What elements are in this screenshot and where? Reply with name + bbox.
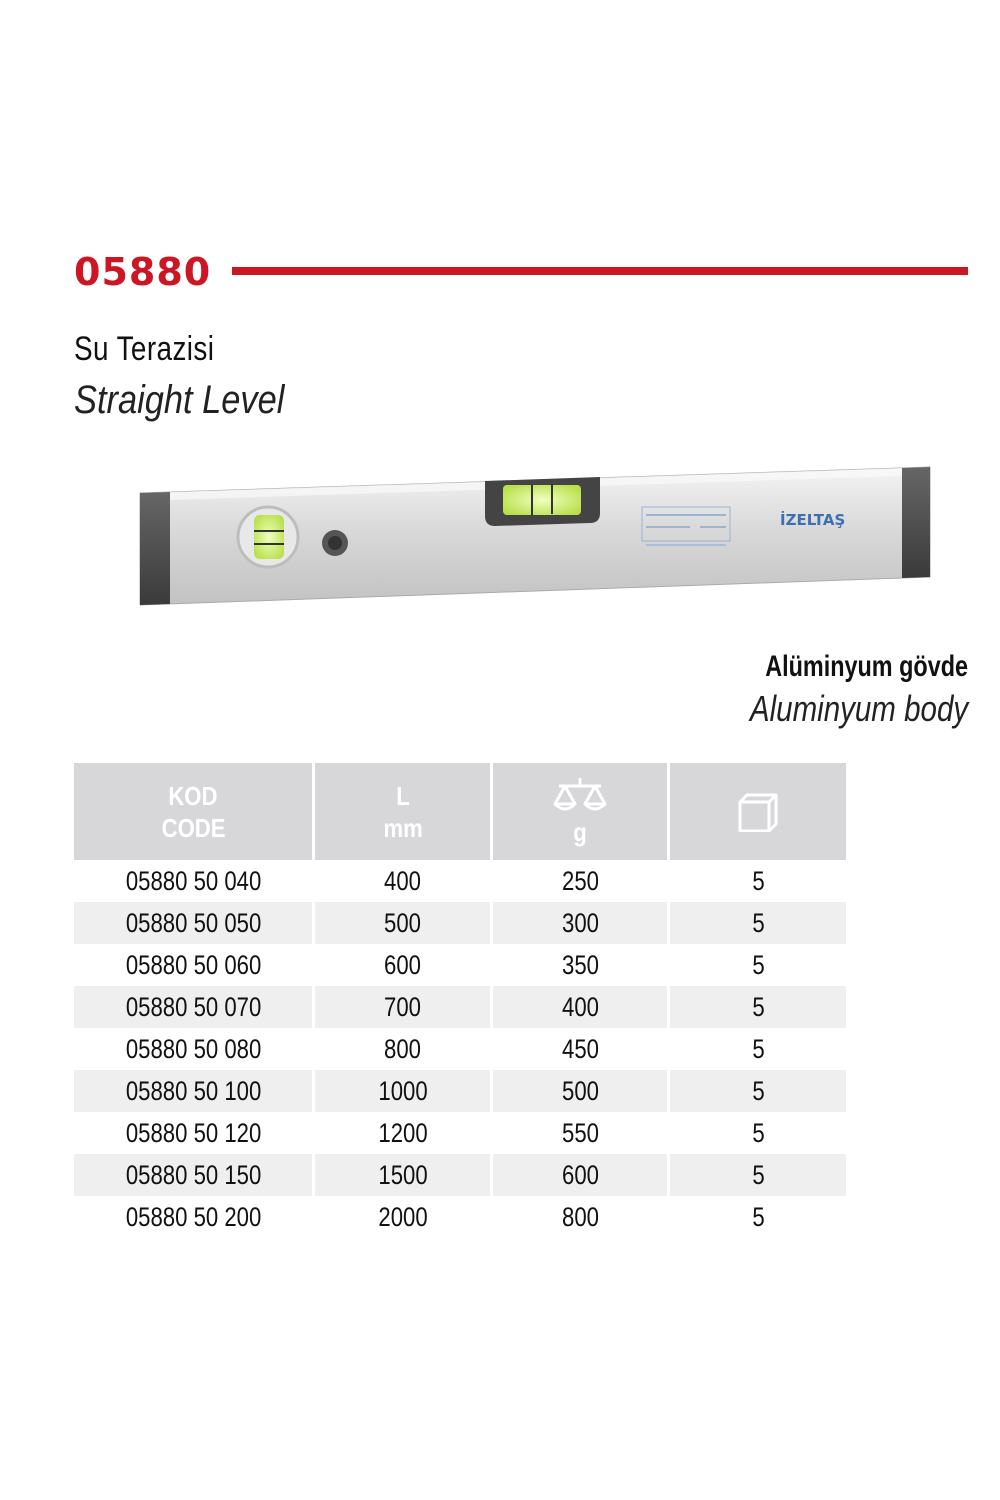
cell-weight: 350 [561,949,599,980]
table-row [74,1028,846,1070]
header-code-tr: KOD [168,780,218,811]
header-code [74,763,312,860]
product-title-en: Straight Level [74,378,285,422]
feature-tr: Alüminyum gövde [765,650,968,683]
cell-pack: 5 [752,949,765,980]
cell-weight: 400 [493,986,668,1028]
cell-code: 05880 50 150 [74,1154,312,1196]
cell-weight: 800 [561,1201,599,1232]
header-pack [670,763,846,860]
cell-weight: 500 [493,1070,668,1112]
header-weight [493,763,668,860]
balance-scale-icon [553,776,607,816]
cell-length: 2000 [378,1201,428,1232]
box-icon [737,792,779,832]
cell-code: 05880 50 200 [125,1201,261,1232]
spirit-level-image [130,455,940,625]
cell-length: 800 [384,1033,422,1064]
header-rule [232,267,968,275]
table-row [74,902,846,944]
cell-length: 600 [384,949,422,980]
cell-pack: 5 [752,1117,765,1148]
cell-weight: 550 [561,1117,599,1148]
product-code-header [74,250,968,294]
cell-weight: 450 [561,1033,599,1064]
header-code-en: CODE [161,812,226,843]
cell-pack: 5 [670,986,846,1028]
cell-length: 1200 [378,1117,428,1148]
cell-length: 1000 [315,1070,490,1112]
cell-pack: 5 [752,1201,765,1232]
table-row [74,1196,846,1238]
table-row [74,860,846,902]
cell-length: 1500 [315,1154,490,1196]
table-row [74,986,846,1028]
cell-weight: 250 [561,865,599,896]
table-row [74,944,846,986]
cell-weight: 300 [493,902,668,944]
spec-table [71,763,849,1238]
table-header-row [74,763,846,860]
header-length-unit: mm [383,812,423,843]
cell-pack: 5 [670,1070,846,1112]
brand-logo: İZELTAŞ [780,511,846,529]
product-title-tr: Su Terazisi [74,330,215,368]
header-length-symbol: L [395,780,410,811]
feature-en: Aluminyum body [749,688,968,729]
header-weight-unit: g [573,816,587,847]
header-length [315,763,490,860]
cell-code: 05880 50 070 [74,986,312,1028]
cell-code: 05880 50 080 [125,1033,261,1064]
cell-pack: 5 [752,1033,765,1064]
cell-length: 700 [315,986,490,1028]
cell-code: 05880 50 060 [125,949,261,980]
cell-code: 05880 50 040 [125,865,261,896]
cell-length: 400 [384,865,422,896]
cell-pack: 5 [670,902,846,944]
table-row [74,1070,846,1112]
cell-code: 05880 50 120 [125,1117,261,1148]
product-code: 05880 [74,250,212,294]
cell-pack: 5 [752,865,765,896]
cell-length: 500 [315,902,490,944]
cell-code: 05880 50 050 [74,902,312,944]
table-row [74,1112,846,1154]
cell-weight: 600 [493,1154,668,1196]
cell-pack: 5 [670,1154,846,1196]
cell-code: 05880 50 100 [74,1070,312,1112]
table-row [74,1154,846,1196]
